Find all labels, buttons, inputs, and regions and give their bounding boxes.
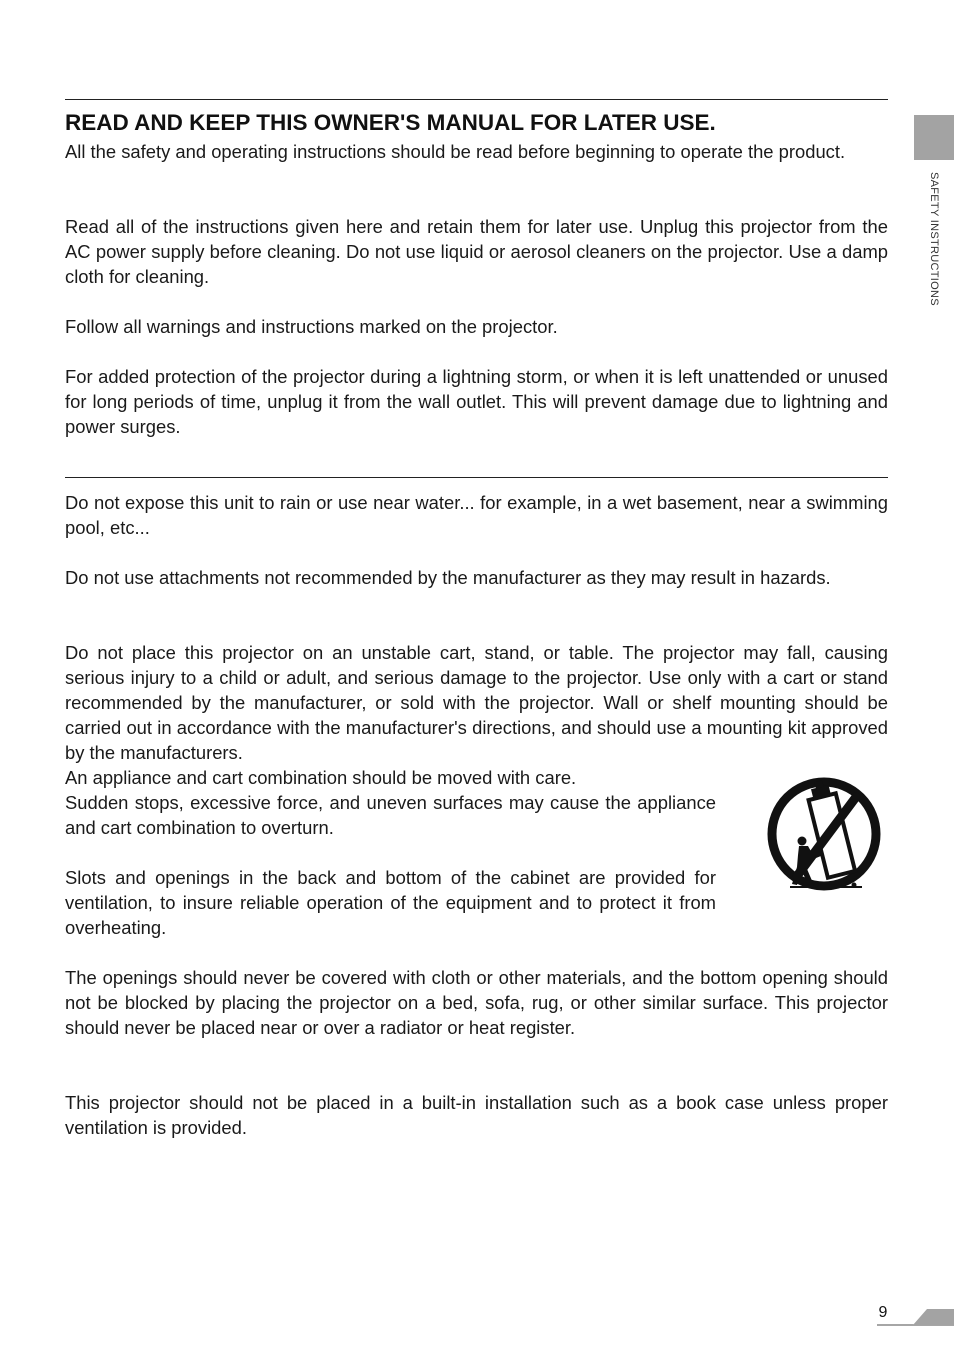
- page-corner-tab: [877, 1308, 954, 1326]
- paragraph: Do not place this projector on an unstable cart, stand, or table. The projector may fall, causing serious injury to a child or adult, and serious damage to the projector. Use only with a cart or stand recommended by the manufacturer, or sold with the projector. Wall or shelf mounting should be carried out in accordance with the manufacturer's directions, and should use a mounting kit approved by the manufacturers.: [65, 642, 888, 763]
- page-number: 9: [878, 1304, 888, 1321]
- paragraph: Follow all warnings and instructions marked on the projector.: [65, 316, 558, 337]
- section-tab: [914, 115, 954, 160]
- paragraph: Read all of the instructions given here and retain them for later use. Unplug this projector from the AC power supply before cleaning. Do not use liquid or aerosol cleaners on the projector. Use a damp cloth for cleaning.: [65, 216, 888, 287]
- paragraph: Do not expose this unit to rain or use near water... for example, in a wet basement, near a swimming pool, etc...: [65, 492, 888, 538]
- section-label: SAFETY INSTRUCTIONS: [928, 172, 940, 306]
- top-divider: [65, 99, 888, 100]
- page-heading: READ AND KEEP THIS OWNER'S MANUAL FOR LATER USE.: [65, 110, 716, 135]
- paragraph: All the safety and operating instructions should be read before beginning to operate the product.: [65, 141, 846, 162]
- paragraph: An appliance and cart combination should be moved with care.: [65, 767, 577, 788]
- paragraph: For added protection of the projector during a lightning storm, or when it is left unattended or unused for long periods of time, unplug it from the wall outlet. This will prevent damage due to lightning and power surges.: [65, 366, 888, 437]
- paragraph: Do not use attachments not recommended by the manufacturer as they may result in hazards.: [65, 567, 831, 588]
- paragraph: Slots and openings in the back and bottom of the cabinet are provided for ventilation, to insure reliable operation of the equipment and to protect it from overheating.: [65, 867, 716, 938]
- middle-divider: [65, 477, 888, 478]
- paragraph: Sudden stops, excessive force, and uneven surfaces may cause the appliance and cart combination to overturn.: [65, 792, 716, 838]
- cart-tip-over-warning-icon: [764, 775, 884, 893]
- paragraph: The openings should never be covered with cloth or other materials, and the bottom opening should not be blocked by placing the projector on a bed, sofa, rug, or other similar surface. This projector should never be placed near or over a radiator or heat register.: [65, 967, 888, 1038]
- paragraph: This projector should not be placed in a built-in installation such as a book case unless proper ventilation is provided.: [65, 1092, 888, 1138]
